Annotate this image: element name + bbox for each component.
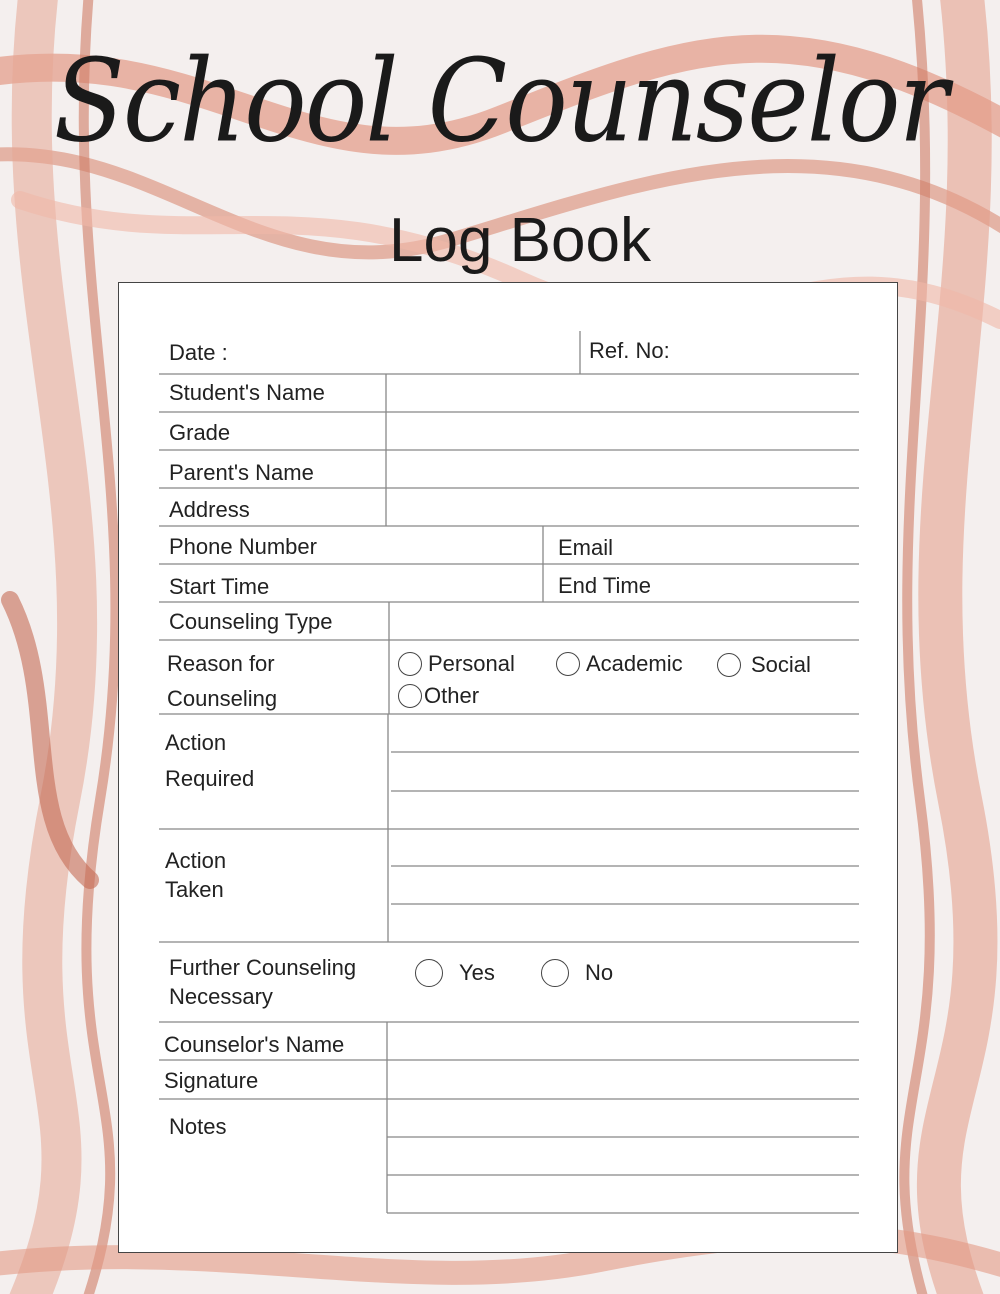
- further-counseling-label-2: Necessary: [169, 984, 273, 1009]
- student-name-label: Student's Name: [169, 380, 325, 405]
- ref-label: Ref. No:: [589, 338, 670, 363]
- radio-circle-icon: [415, 959, 443, 987]
- counseling-type-label: Counseling Type: [169, 609, 333, 634]
- start-time-label: Start Time: [169, 574, 270, 599]
- end-time-label: End Time: [558, 573, 651, 598]
- log-form: [118, 282, 898, 1253]
- parent-name-label: Parent's Name: [169, 460, 314, 485]
- option-label: Other: [424, 683, 480, 708]
- option-label: Academic: [586, 651, 683, 676]
- option-label: Personal: [428, 651, 515, 676]
- reason-label-2: Counseling: [167, 686, 278, 711]
- title: School Counselor: [53, 33, 947, 169]
- email-label: Email: [558, 535, 614, 560]
- signature-label: Signature: [164, 1068, 259, 1093]
- further-no-radio[interactable]: [541, 959, 613, 987]
- reason-label-1: Reason for: [167, 651, 275, 676]
- further-yes-radio[interactable]: [415, 959, 495, 987]
- further-counseling-label-1: Further Counseling: [169, 955, 357, 980]
- address-label: Address: [169, 497, 250, 522]
- reason-social-radio[interactable]: [717, 652, 811, 678]
- option-label: Social: [751, 652, 811, 677]
- radio-circle-icon: [717, 653, 741, 677]
- radio-circle-icon: [398, 684, 422, 708]
- radio-circle-icon: [541, 959, 569, 987]
- radio-circle-icon: [556, 652, 580, 676]
- date-label: Date :: [169, 340, 228, 365]
- reason-academic-radio[interactable]: [556, 651, 683, 677]
- radio-circle-icon: [398, 652, 422, 676]
- reason-other-radio[interactable]: [398, 683, 479, 709]
- option-label: No: [585, 960, 614, 985]
- counselor-name-label: Counselor's Name: [164, 1032, 345, 1057]
- subtitle: Log Book: [389, 206, 651, 275]
- action-required-label-1: Action: [165, 730, 227, 755]
- action-taken-label-2: Taken: [165, 877, 224, 902]
- reason-personal-radio[interactable]: [398, 651, 515, 677]
- grade-label: Grade: [169, 420, 231, 445]
- notes-label: Notes: [169, 1114, 227, 1139]
- phone-label: Phone Number: [169, 534, 317, 559]
- option-label: Yes: [459, 960, 495, 985]
- action-taken-label-1: Action: [165, 848, 227, 873]
- action-required-label-2: Required: [165, 766, 255, 791]
